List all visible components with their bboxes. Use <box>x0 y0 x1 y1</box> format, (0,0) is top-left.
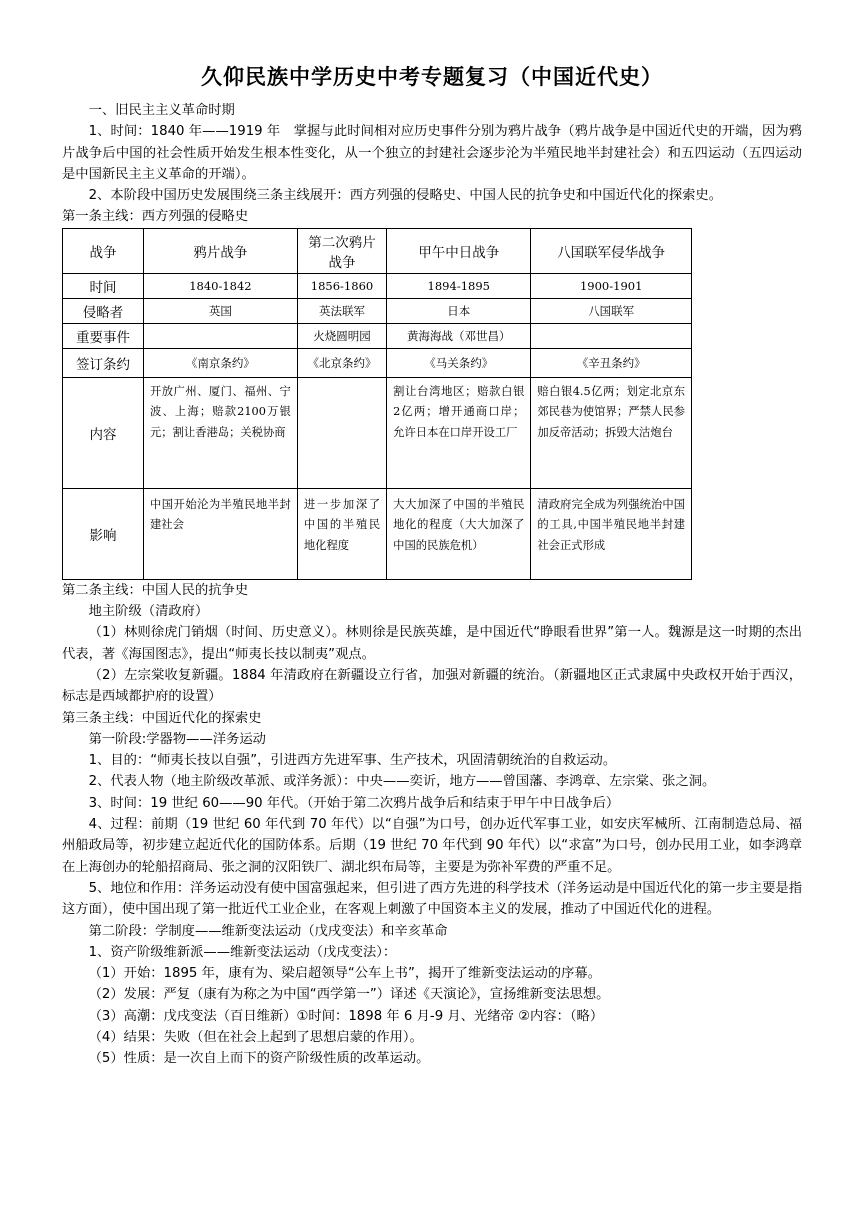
war-impact: 进一步加深了中国的半殖民地化程度 <box>297 488 386 579</box>
war-content <box>297 377 386 488</box>
war-time: 1856-1860 <box>297 273 386 298</box>
war-treaty: 《南京条约》 <box>144 348 298 377</box>
row-label-time: 时间 <box>63 273 144 298</box>
war-time: 1894-1895 <box>387 273 531 298</box>
table-row-treaty <box>63 348 692 377</box>
stage2-subitem-1: （1）开始：1895 年，康有为、梁启超领导“公车上书”，揭开了维新变法运动的序幕。 <box>88 966 601 982</box>
row-label-war: 战争 <box>63 228 144 273</box>
war-impact: 大大加深了中国的半殖民地化的程度（大大加深了中国的民族危机） <box>387 488 531 579</box>
section1-heading: 一、旧民主主义革命时期 <box>88 103 235 118</box>
stage2-subitem-2: （2）发展：严复（康有为称之为中国“西学第一”）译述《天演论》，宣扬维新变法思想。 <box>88 987 610 1003</box>
table-row-impact <box>63 488 692 579</box>
row-label-content: 内容 <box>63 377 144 488</box>
line2-paragraph-2: （2）左宗棠收复新疆。1884 年清政府在新疆设立行省，加强对新疆的统治。（新疆地区正式隶属中央政权开始于西汉，标志是西域都护府的设置） <box>62 667 802 705</box>
line2-paragraph-1: （1）林则徐虎门销烟（时间、历史意义）。林则徐是民族英雄，是中国近代“睁眼看世界”第一人。魏源是这一时期的杰出代表，著《海国图志》，提出“师夷长技以制夷”观点。 <box>62 625 802 662</box>
war-content: 赔白银4.5亿两；划定北京东郊民巷为使馆界；严禁人民参加反帝活动；拆毁大沽炮台 <box>531 377 692 488</box>
stage1-item-2: 2、代表人物（地主阶级改革派、或洋务派）：中央——奕䜣，地方——曾国藩、李鸿章、左宗棠、张之洞。 <box>88 774 716 790</box>
table-row-invader <box>63 298 692 323</box>
line2-heading: 第二条主线：中国人民的抗争史 <box>62 582 249 598</box>
war-treaty: 《马关条约》 <box>387 348 531 377</box>
table-row-event <box>63 323 692 348</box>
stage1-item-4: 4、过程：前期（19 世纪 60 年代到 70 年代）以“自强”为口号，创办近代军事工业，如安庆军械所、江南制造总局、福州船政局等，初步建立起近代化的国防体系。后期（19 世纪 70 年代到 90 年代）以“求富”为口号，创办民用工业，如李鸿章在上海创办的轮船招商局、张之洞的汉阳铁厂、湖北织布局等，主要是为弥补军费的严重不足。 <box>62 817 802 875</box>
line2-subheading: 地主阶级（清政府） <box>88 604 209 620</box>
war-name: 甲午中日战争 <box>387 228 531 273</box>
invasion-wars-table <box>62 228 692 580</box>
stage2-item-1: 1、资产阶级维新派——维新变法运动（戊戌变法）： <box>88 944 397 960</box>
war-content: 割让台湾地区；赔款白银2亿两；增开通商口岸；允许日本在口岸开设工厂 <box>387 377 531 488</box>
line3-heading: 第三条主线：中国近代化的探索史 <box>62 710 262 726</box>
stage1-item-3: 3、时间：19 世纪 60——90 年代。（开始于第二次鸦片战争后和结束于甲午中日战争后） <box>88 795 620 811</box>
war-name: 第二次鸦片战争 <box>297 228 386 273</box>
war-event: 黄海海战（邓世昌） <box>387 323 531 348</box>
war-treaty: 《北京条约》 <box>297 348 386 377</box>
row-label-event: 重要事件 <box>63 323 144 348</box>
war-impact: 中国开始沦为半殖民地半封建社会 <box>144 488 298 579</box>
stage2-heading: 第二阶段：学制度——维新变法运动（戊戌变法）和辛亥革命 <box>88 923 448 939</box>
line1-heading: 第一条主线：西方列强的侵略史 <box>62 209 249 225</box>
stage2-subitem-5: （5）性质：是一次自上而下的资产阶级性质的改革运动。 <box>88 1051 430 1067</box>
document-title: 久仰民族中学历史中考专题复习（中国近代史） <box>201 65 663 89</box>
table-row-war <box>63 228 692 273</box>
stage2-subitem-4: （4）结果：失败（但在社会上起到了思想启蒙的作用）。 <box>88 1030 423 1046</box>
war-invader: 英法联军 <box>297 298 386 323</box>
war-invader: 八国联军 <box>531 298 692 323</box>
war-treaty: 《辛丑条约》 <box>531 348 692 377</box>
stage1-item-1: 1、目的：“师夷长技以自强”，引进西方先进军事、生产技术，巩固清朝统治的自救运动。 <box>88 753 617 769</box>
war-event <box>144 323 298 348</box>
stage1-heading: 第一阶段:学器物——洋务运动 <box>88 731 266 747</box>
war-name: 鸦片战争 <box>144 228 298 273</box>
row-label-impact: 影响 <box>63 488 144 579</box>
table-row-content <box>63 377 692 488</box>
document-page <box>62 62 802 1070</box>
stage2-subitem-3: （3）高潮：戊戌变法（百日维新）①时间：1898 年 6 月-9 月、光绪帝 ②内容：（略） <box>88 1008 604 1024</box>
war-event: 火烧圆明园 <box>297 323 386 348</box>
stage1-item-5: 5、地位和作用：洋务运动没有使中国富强起来，但引进了西方先进的科学技术（洋务运动是中国近代化的第一步主要是指这方面），使中国出现了第一批近代工业企业，在客观上刺激了中国资本主义的发展，推动了中国近代化的进程。 <box>62 880 802 918</box>
war-invader: 日本 <box>387 298 531 323</box>
war-impact: 清政府完全成为列强统治中国的工具,中国半殖民地半封建社会正式形成 <box>531 488 692 579</box>
table-row-time <box>63 273 692 298</box>
war-name: 八国联军侵华战争 <box>531 228 692 273</box>
war-content: 开放广州、厦门、福州、宁波、上海；赔款2100万银元；割让香港岛；关税协商 <box>144 377 298 488</box>
war-time: 1900-1901 <box>531 273 692 298</box>
section1-paragraph-2: 2、本阶段中国历史发展围绕三条主线展开：西方列强的侵略史、中国人民的抗争史和中国近代化的探索史。 <box>88 188 723 204</box>
war-event <box>531 323 692 348</box>
section1-paragraph-1: 1、时间：1840 年——1919 年 掌握与此时间相对应历史事件分别为鸦片战争（鸦片战争是中国近代史的开端，因为鸦片战争后中国的社会性质开始发生根本性变化，从一个独立的封建社会逐步沦为半殖民地半封建社会）和五四运动（五四运动是中国新民主主义革命的开端）。 <box>62 124 802 182</box>
row-label-invader: 侵略者 <box>63 298 144 323</box>
war-invader: 英国 <box>144 298 298 323</box>
row-label-treaty: 签订条约 <box>63 348 144 377</box>
war-time: 1840-1842 <box>144 273 298 298</box>
